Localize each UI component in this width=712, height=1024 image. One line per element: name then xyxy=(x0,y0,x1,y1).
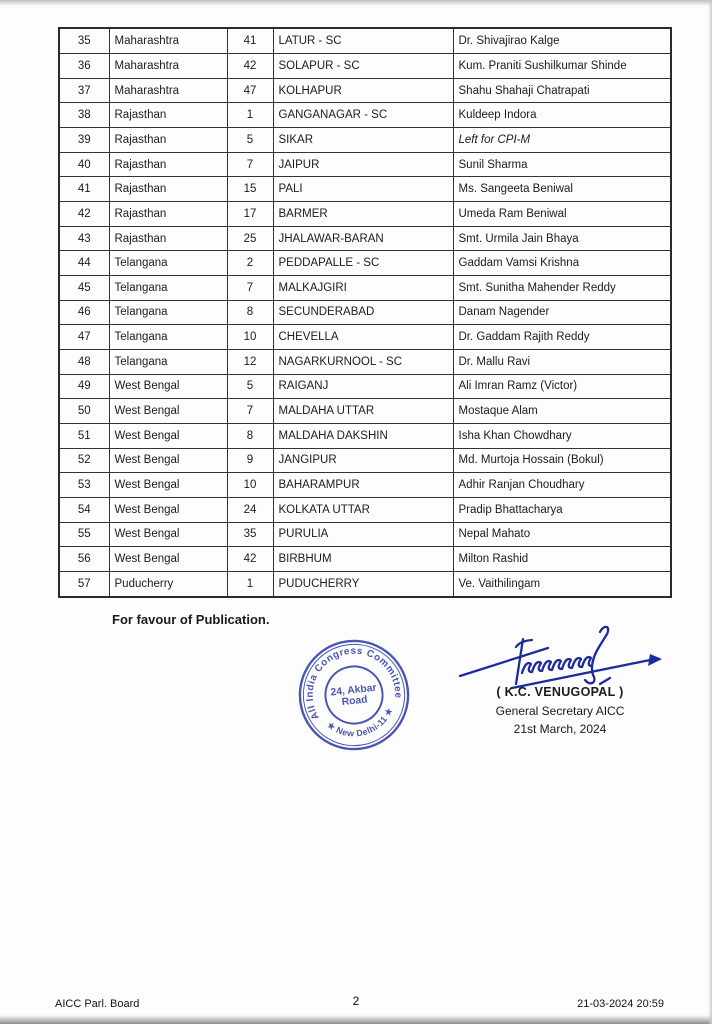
table-row xyxy=(59,399,671,424)
cell-serial: 48 xyxy=(59,349,109,374)
cell-number: 10 xyxy=(227,473,273,498)
cell-constituency: SECUNDERABAD xyxy=(273,300,453,325)
cell-candidate: Mostaque Alam xyxy=(453,399,671,424)
congress-committee-stamp-icon xyxy=(282,623,425,766)
cell-state: Rajasthan xyxy=(109,202,227,227)
cell-candidate: Shahu Shahaji Chatrapati xyxy=(453,78,671,103)
cell-number: 12 xyxy=(227,349,273,374)
cell-state: West Bengal xyxy=(109,399,227,424)
cell-serial: 41 xyxy=(59,177,109,202)
cell-number: 7 xyxy=(227,276,273,301)
candidate-table xyxy=(58,27,672,598)
table-row xyxy=(59,152,671,177)
cell-candidate: Kuldeep Indora xyxy=(453,103,671,128)
cell-state: Telangana xyxy=(109,300,227,325)
stamp-ring-top-text: All India Congress Committee xyxy=(304,645,404,722)
cell-candidate: Umeda Ram Beniwal xyxy=(453,202,671,227)
table-row xyxy=(59,300,671,325)
cell-constituency: PUDUCHERRY xyxy=(273,571,453,597)
cell-state: West Bengal xyxy=(109,522,227,547)
footer-board-label: AICC Parl. Board xyxy=(55,998,140,1010)
cell-state: West Bengal xyxy=(109,374,227,399)
cell-number: 5 xyxy=(227,374,273,399)
scan-edge-top xyxy=(0,0,712,6)
cell-candidate: Dr. Mallu Ravi xyxy=(453,349,671,374)
cell-state: West Bengal xyxy=(109,448,227,473)
table-row xyxy=(59,177,671,202)
cell-state: West Bengal xyxy=(109,547,227,572)
cell-number: 35 xyxy=(227,522,273,547)
cell-number: 2 xyxy=(227,251,273,276)
cell-state: Rajasthan xyxy=(109,226,227,251)
cell-constituency: MALDAHA DAKSHIN xyxy=(273,423,453,448)
cell-constituency: BIRBHUM xyxy=(273,547,453,572)
cell-serial: 39 xyxy=(59,128,109,153)
cell-number: 42 xyxy=(227,547,273,572)
cell-constituency: LATUR - SC xyxy=(273,28,453,54)
table-row xyxy=(59,128,671,153)
scan-edge-right xyxy=(708,0,712,1024)
cell-constituency: CHEVELLA xyxy=(273,325,453,350)
cell-serial: 37 xyxy=(59,78,109,103)
cell-serial: 51 xyxy=(59,423,109,448)
cell-number: 5 xyxy=(227,128,273,153)
cell-constituency: MALKAJGIRI xyxy=(273,276,453,301)
cell-constituency: JANGIPUR xyxy=(273,448,453,473)
cell-state: Maharashtra xyxy=(109,78,227,103)
cell-serial: 35 xyxy=(59,28,109,54)
footer-page-number: 2 xyxy=(352,994,360,1008)
cell-serial: 56 xyxy=(59,547,109,572)
cell-serial: 43 xyxy=(59,226,109,251)
cell-constituency: RAIGANJ xyxy=(273,374,453,399)
cell-candidate: Sunil Sharma xyxy=(453,152,671,177)
cell-number: 42 xyxy=(227,54,273,79)
table-row xyxy=(59,571,671,597)
cell-serial: 57 xyxy=(59,571,109,597)
table-row xyxy=(59,202,671,227)
table-row xyxy=(59,103,671,128)
cell-candidate: Ali Imran Ramz (Victor) xyxy=(453,374,671,399)
table-row xyxy=(59,522,671,547)
table-row xyxy=(59,423,671,448)
cell-constituency: PEDDAPALLE - SC xyxy=(273,251,453,276)
cell-constituency: JAIPUR xyxy=(273,152,453,177)
table-row xyxy=(59,226,671,251)
footer-timestamp: 21-03-2024 20:59 xyxy=(577,998,664,1010)
cell-state: Maharashtra xyxy=(109,54,227,79)
cell-constituency: MALDAHA UTTAR xyxy=(273,399,453,424)
signatory-name: ( K.C. VENUGOPAL ) xyxy=(496,685,624,699)
signatory-date: 21st March, 2024 xyxy=(513,722,607,736)
cell-constituency: PURULIA xyxy=(273,522,453,547)
cell-serial: 54 xyxy=(59,497,109,522)
cell-state: West Bengal xyxy=(109,497,227,522)
cell-candidate: Gaddam Vamsi Krishna xyxy=(453,251,671,276)
table-row xyxy=(59,349,671,374)
cell-state: Rajasthan xyxy=(109,177,227,202)
cell-serial: 45 xyxy=(59,276,109,301)
cell-candidate: Ve. Vaithilingam xyxy=(453,571,671,597)
cell-number: 8 xyxy=(227,300,273,325)
cell-serial: 53 xyxy=(59,473,109,498)
cell-number: 15 xyxy=(227,177,273,202)
cell-number: 10 xyxy=(227,325,273,350)
cell-constituency: PALI xyxy=(273,177,453,202)
table-row xyxy=(59,497,671,522)
cell-candidate: Dr. Shivajirao Kalge xyxy=(453,28,671,54)
cell-constituency: KOLKATA UTTAR xyxy=(273,497,453,522)
cell-serial: 55 xyxy=(59,522,109,547)
cell-state: Maharashtra xyxy=(109,28,227,54)
cell-candidate: Milton Rashid xyxy=(453,547,671,572)
cell-constituency: BARMER xyxy=(273,202,453,227)
stamp-ring-bottom-text: ★ New Delhi-11 ★ xyxy=(325,705,395,739)
cell-number: 1 xyxy=(227,571,273,597)
cell-serial: 36 xyxy=(59,54,109,79)
cell-number: 7 xyxy=(227,152,273,177)
cell-constituency: GANGANAGAR - SC xyxy=(273,103,453,128)
cell-state: Rajasthan xyxy=(109,152,227,177)
cell-constituency: JHALAWAR-BARAN xyxy=(273,226,453,251)
cell-number: 9 xyxy=(227,448,273,473)
table-row xyxy=(59,473,671,498)
cell-state: Rajasthan xyxy=(109,103,227,128)
cell-number: 41 xyxy=(227,28,273,54)
cell-candidate: Nepal Mahato xyxy=(453,522,671,547)
cell-candidate: Smt. Urmila Jain Bhaya xyxy=(453,226,671,251)
cell-candidate: Pradip Bhattacharya xyxy=(453,497,671,522)
signatory-title: General Secretary AICC xyxy=(495,703,625,718)
svg-text:★ New Delhi-11 ★ xyxy=(323,703,399,746)
cell-state: Puducherry xyxy=(109,571,227,597)
table-row xyxy=(59,28,671,54)
cell-serial: 38 xyxy=(59,103,109,128)
cell-candidate: Md. Murtoja Hossain (Bokul) xyxy=(453,448,671,473)
cell-candidate: Smt. Sunitha Mahender Reddy xyxy=(453,276,671,301)
cell-serial: 49 xyxy=(59,374,109,399)
cell-serial: 42 xyxy=(59,202,109,227)
stamp-center-line2: Road xyxy=(341,694,369,709)
cell-constituency: BAHARAMPUR xyxy=(273,473,453,498)
cell-state: Rajasthan xyxy=(109,128,227,153)
cell-candidate: Isha Khan Chowdhary xyxy=(453,423,671,448)
table-row xyxy=(59,251,671,276)
cell-constituency: KOLHAPUR xyxy=(273,78,453,103)
scan-edge-bottom xyxy=(0,1015,712,1024)
stamp-center-line1: 24, Akbar xyxy=(330,682,378,699)
cell-serial: 40 xyxy=(59,152,109,177)
cell-state: Telangana xyxy=(109,276,227,301)
cell-constituency: SIKAR xyxy=(273,128,453,153)
cell-candidate: Left for CPI-M xyxy=(453,128,671,153)
cell-candidate: Ms. Sangeeta Beniwal xyxy=(453,177,671,202)
cell-number: 8 xyxy=(227,423,273,448)
cell-number: 47 xyxy=(227,78,273,103)
cell-constituency: NAGARKURNOOL - SC xyxy=(273,349,453,374)
table-row xyxy=(59,547,671,572)
table-row xyxy=(59,276,671,301)
cell-serial: 50 xyxy=(59,399,109,424)
cell-state: West Bengal xyxy=(109,423,227,448)
table-row xyxy=(59,448,671,473)
cell-number: 24 xyxy=(227,497,273,522)
candidate-table-body xyxy=(59,28,671,597)
cell-candidate: Adhir Ranjan Choudhary xyxy=(453,473,671,498)
cell-serial: 44 xyxy=(59,251,109,276)
cell-state: West Bengal xyxy=(109,473,227,498)
table-row xyxy=(59,325,671,350)
cell-state: Telangana xyxy=(109,349,227,374)
cell-candidate: Dr. Gaddam Rajith Reddy xyxy=(453,325,671,350)
cell-constituency: SOLAPUR - SC xyxy=(273,54,453,79)
cell-number: 25 xyxy=(227,226,273,251)
publication-note: For favour of Publication. xyxy=(112,612,270,627)
cell-number: 17 xyxy=(227,202,273,227)
signatory-block xyxy=(448,683,672,739)
table-row xyxy=(59,78,671,103)
cell-serial: 52 xyxy=(59,448,109,473)
table-row xyxy=(59,374,671,399)
cell-candidate: Danam Nagender xyxy=(453,300,671,325)
cell-serial: 47 xyxy=(59,325,109,350)
cell-state: Telangana xyxy=(109,251,227,276)
table-row xyxy=(59,54,671,79)
cell-number: 1 xyxy=(227,103,273,128)
cell-serial: 46 xyxy=(59,300,109,325)
cell-state: Telangana xyxy=(109,325,227,350)
cell-number: 7 xyxy=(227,399,273,424)
cell-candidate: Kum. Praniti Sushilkumar Shinde xyxy=(453,54,671,79)
